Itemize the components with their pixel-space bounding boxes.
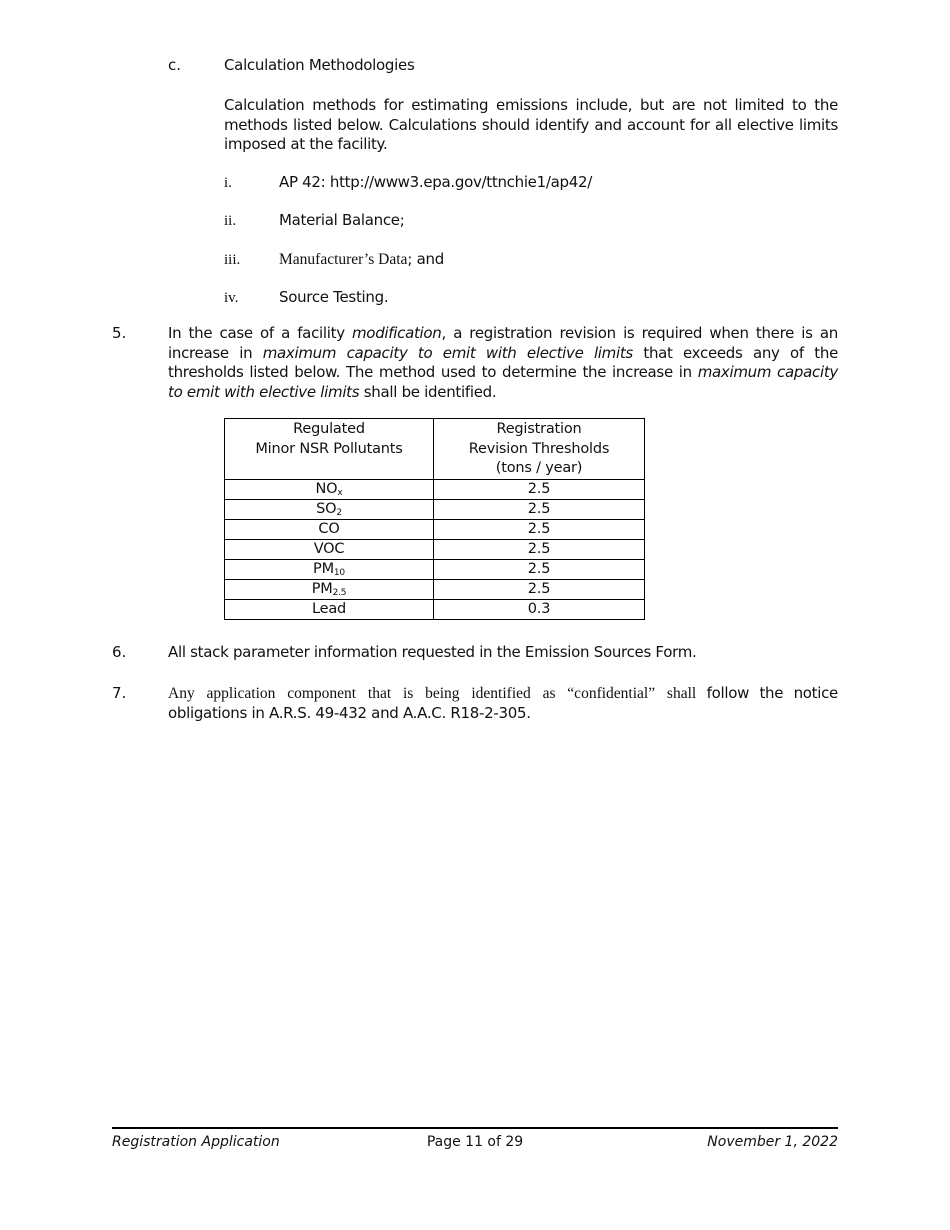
table-row — [225, 579, 645, 599]
list-item-manufacturer-data — [279, 250, 444, 269]
item-7-text: follow the notice obligations in A.R.S. 49-432 and A.A.C. R18-2-305. — [168, 684, 838, 722]
header-line: Minor NSR Pollutants — [255, 440, 403, 457]
item-5-emphasis: maximum capacity to emit with elective limits — [168, 363, 838, 401]
section-c-marker: c. — [168, 56, 182, 74]
list-item-marker: ii. — [224, 213, 237, 229]
list-item-ap42: AP 42: http://www3.epa.gov/ttnchie1/ap42/ — [279, 173, 592, 191]
threshold-cell: 2.5 — [434, 519, 645, 539]
pollutant-name: SO — [316, 500, 337, 517]
item-7-text: Any application component that is being identified as “confidential” shall — [168, 685, 697, 702]
list-item-marker: iii. — [224, 252, 241, 268]
section-c-intro: Calculation methods for estimating emissions include, but are not limited to the methods listed below. Calculations should identify and account for all elective limits imposed at the facility. — [224, 96, 838, 153]
header-line: Revision Thresholds — [468, 440, 610, 457]
pollutant-cell — [225, 519, 434, 539]
table-header-row — [225, 419, 645, 480]
pollutant-cell — [225, 539, 434, 559]
pollutant-name: PM — [311, 580, 333, 597]
header-thresholds — [434, 419, 645, 480]
item-6-text: All stack parameter information requested in the Emission Sources Form. — [168, 643, 697, 661]
table-row — [225, 499, 645, 519]
list-item-marker: i. — [224, 175, 232, 191]
threshold-cell: 2.5 — [434, 539, 645, 559]
threshold-cell: 2.5 — [434, 499, 645, 519]
pollutant-subscript: x — [337, 487, 343, 498]
footer-rule — [112, 1127, 838, 1129]
pollutant-name: NO — [315, 480, 338, 497]
table-row — [225, 599, 645, 619]
item-5-text: shall be identified. — [359, 382, 497, 401]
pollutant-name: PM — [313, 560, 334, 577]
pollutant-cell — [225, 559, 434, 579]
item-7-paragraph — [168, 684, 838, 723]
footer-date: November 1, 2022 — [707, 1134, 838, 1150]
list-item-marker: iv. — [224, 290, 239, 306]
section-c-heading: Calculation Methodologies — [224, 56, 415, 74]
header-line: (tons / year) — [495, 460, 583, 476]
pollutant-cell — [225, 479, 434, 499]
table-row — [225, 519, 645, 539]
list-item-material-balance: Material Balance; — [279, 211, 405, 229]
item-5-text: In the case of a facility — [168, 324, 352, 342]
list-item-text: Manufacturer’s Data — [279, 251, 408, 268]
pollutant-name: CO — [318, 520, 340, 537]
header-line: Regulated — [293, 421, 365, 437]
threshold-cell: 2.5 — [434, 579, 645, 599]
item-5-marker: 5. — [112, 324, 127, 342]
table-row — [225, 479, 645, 499]
threshold-cell: 0.3 — [434, 599, 645, 619]
footer-page-number: Page 11 of 29 — [426, 1134, 524, 1150]
item-5-emphasis: maximum capacity to emit with elective limits — [262, 343, 633, 362]
threshold-cell: 2.5 — [434, 479, 645, 499]
pollutant-cell — [225, 499, 434, 519]
footer-document-title: Registration Application — [112, 1134, 280, 1150]
pollutant-subscript: 2.5 — [332, 587, 347, 598]
item-7-marker: 7. — [112, 684, 127, 702]
list-item-text: ; and — [407, 250, 444, 268]
item-5-emphasis: modification — [352, 324, 442, 342]
item-6-marker: 6. — [112, 643, 127, 661]
pollutant-subscript: 2 — [336, 507, 342, 518]
item-5-text: , a registration revision is required when there is an increase in — [168, 324, 838, 362]
table-row — [225, 559, 645, 579]
pollutant-name: Lead — [311, 600, 347, 617]
header-pollutants — [225, 419, 434, 480]
item-5-paragraph — [168, 324, 838, 402]
header-line: Registration — [496, 421, 582, 437]
item-5-text: that exceeds any of the thresholds listed below. The method used to determine the increase in — [168, 343, 838, 381]
threshold-table — [224, 418, 645, 620]
threshold-cell: 2.5 — [434, 559, 645, 579]
pollutant-subscript: 10 — [333, 567, 345, 578]
pollutant-cell — [225, 599, 434, 619]
table-row — [225, 539, 645, 559]
pollutant-cell — [225, 579, 434, 599]
list-item-source-testing: Source Testing. — [279, 288, 389, 306]
pollutant-name: VOC — [313, 540, 345, 557]
